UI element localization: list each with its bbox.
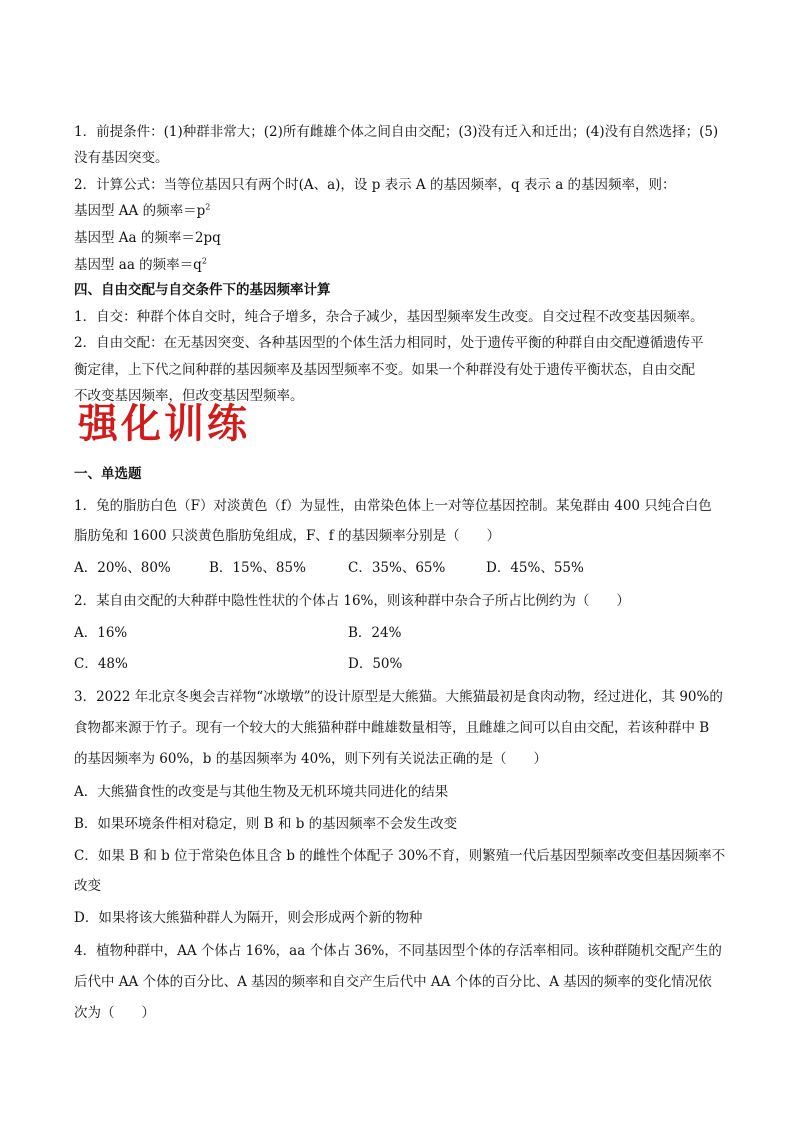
q3-option-d[interactable]: D．如果将该大熊猫种群人为隔开，则会形成两个新的物种 — [74, 910, 423, 926]
formula-aa-sup: 2 — [201, 256, 207, 266]
q3-line-3: 的基因频率为 60%，b 的基因频率为 40%，则下列有关说法正确的是（ ） — [74, 751, 548, 767]
training-banner: 强化训练 — [78, 401, 250, 447]
q2-line-1: 2．某自由交配的大种群中隐性性状的个体占 16%，则该种群中杂合子所占比例约为（ ） — [74, 593, 630, 609]
exercise-heading: 一、单选题 — [74, 466, 142, 482]
q2-option-a[interactable]: A．16% — [74, 625, 128, 641]
formula-AA-text: 基因型 AA 的频率＝p — [74, 203, 206, 219]
q3-option-c-line-2[interactable]: 改变 — [74, 878, 101, 894]
section-heading: 四、自由交配与自交条件下的基因频率计算 — [74, 282, 331, 298]
q1-line-1: 1．兔的脂肪白色（F）对淡黄色（f）为显性，由常染色体上一对等位基因控制。某兔群由 400 只纯合白色 — [74, 498, 712, 514]
premise-line-1: 1．前提条件：(1)种群非常大；(2)所有雌雄个体之间自由交配；(3)没有迁入和迁出；(4)没有自然选择；(5) — [74, 124, 719, 140]
section-paragraph-2-line-1: 2．自由交配：在无基因突变、各种基因型的个体生活力相同时，处于遗传平衡的种群自由交配遵循遗传平 — [74, 335, 704, 351]
q4-line-1: 4．植物种群中，AA 个体占 16%，aa 个体占 36%，不同基因型个体的存活率相同。该种群随机交配产生的 — [74, 943, 722, 959]
formula-AA — [74, 201, 210, 221]
q3-option-a[interactable]: A．大熊猫食性的改变是与其他生物及无机环境共同进化的结果 — [74, 784, 449, 800]
q3-option-c-line-1[interactable]: C．如果 B 和 b 位于常染色体且含 b 的雌性个体配子 30%不育，则繁殖一代后基因型频率改变但基因频率不 — [74, 848, 726, 864]
q2-option-d[interactable]: D．50% — [348, 656, 403, 672]
section-paragraph-2-line-2: 衡定律，上下代之间种群的基因频率及基因型频率不变。如果一个种群没有处于遗传平衡状态，自由交配 — [74, 362, 695, 378]
formula-aa-text: 基因型 aa 的频率＝q — [74, 257, 202, 273]
formula-Aa: 基因型 Aa 的频率＝2pq — [74, 230, 221, 246]
formula-AA-sup: 2 — [205, 202, 211, 212]
q1-option-a[interactable]: A．20%、80% — [74, 560, 171, 576]
formula-intro: 2．计算公式：当等位基因只有两个时(A、a)，设 p 表示 A 的基因频率，q 表示 a 的基因频率，则： — [74, 177, 676, 193]
q4-line-3: 次为（ ） — [74, 1005, 155, 1021]
section-paragraph-2-line-3: 不改变基因频率，但改变基因型频率。 — [74, 388, 304, 404]
formula-aa — [74, 255, 207, 275]
q2-option-c[interactable]: C．48% — [74, 656, 128, 672]
q1-line-2: 脂肪兔和 1600 只淡黄色脂肪兔组成，F、f 的基因频率分别是（ ） — [74, 528, 501, 544]
q4-line-2: 后代中 AA 个体的百分比、A 基因的频率和自交产生后代中 AA 个体的百分比、A 基因的频率的变化情况依 — [74, 974, 712, 990]
q1-option-c[interactable]: C．35%、65% — [348, 560, 446, 576]
q3-option-b[interactable]: B．如果环境条件相对稳定，则 B 和 b 的基因频率不会发生改变 — [74, 816, 458, 832]
premise-line-2: 没有基因突变。 — [74, 150, 169, 166]
q1-option-b[interactable]: B．15%、85% — [209, 560, 306, 576]
q3-line-1: 3．2022 年北京冬奥会吉祥物“冰墩墩”的设计原型是大熊猫。大熊猫最初是食肉动物，经过进化，其 90%的 — [74, 689, 723, 705]
section-paragraph-1: 1．自交：种群个体自交时，纯合子增多，杂合子减少，基因型频率发生改变。自交过程不改变基因频率。 — [74, 309, 704, 325]
q1-option-d[interactable]: D．45%、55% — [486, 560, 584, 576]
q2-option-b[interactable]: B．24% — [348, 625, 402, 641]
q3-line-2: 食物都来源于竹子。现有一个较大的大熊猫种群中雌雄数量相等，且雌雄之间可以自由交配，若该种群中 B — [74, 720, 710, 736]
